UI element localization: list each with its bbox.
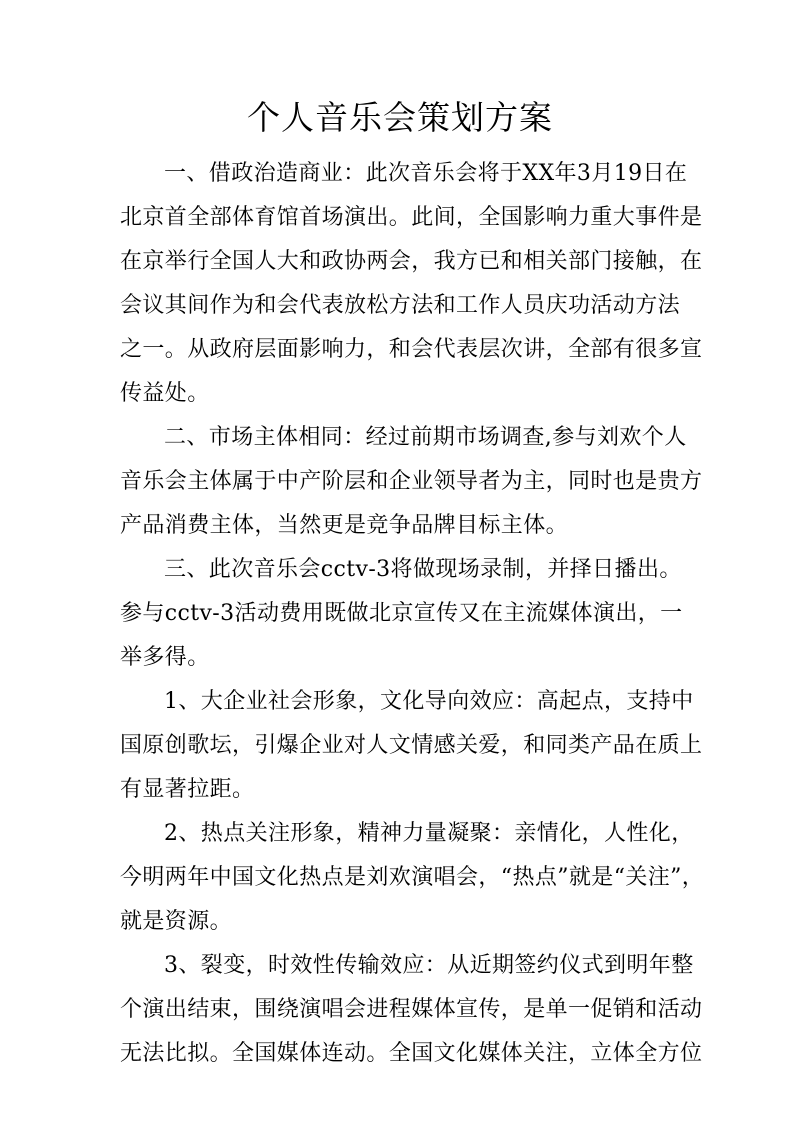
document-body: [120, 152, 705, 1076]
paragraph-line: 国原创歌坛，引爆企业对人文情感关爱，和同类产品在质上: [120, 733, 703, 758]
paragraph-line: 举多得。: [120, 645, 210, 670]
paragraph-line: 1、大企业社会形象，文化导向效应：高起点，支持中: [164, 689, 694, 714]
paragraph-line: 个演出结束，围绕演唱会进程媒体宣传，是单一促销和活动: [120, 997, 703, 1022]
paragraph-line: 在京举行全国人大和政协两会，我方已和相关部门接触，在: [120, 249, 703, 274]
paragraph-line: 一、借政治造商业：此次音乐会将于XX年3月19日在: [164, 161, 688, 186]
paragraph-line: 就是资源。: [120, 909, 233, 934]
paragraph-line: 2、热点关注形象，精神力量凝聚：亲情化，人性化，: [164, 821, 694, 846]
paragraph-line: 参与cctv-3活动费用既做北京宣传又在主流媒体演出，一: [120, 601, 683, 626]
paragraph-line: 3、裂变，时效性传输效应：从近期签约仪式到明年整: [164, 953, 694, 978]
paragraph-line: 三、此次音乐会cctv-3将做现场录制，并择日播出。: [164, 557, 682, 582]
paragraph-line: 有显著拉距。: [120, 777, 255, 802]
paragraph-line: 音乐会主体属于中产阶层和企业领导者为主，同时也是贵方: [120, 469, 703, 494]
paragraph-line: 传益处。: [120, 381, 210, 406]
paragraph-line: 二、市场主体相同：经过前期市场调查,参与刘欢个人: [164, 425, 687, 450]
paragraph-line: 产品消费主体，当然更是竞争品牌目标主体。: [120, 513, 569, 538]
paragraph-line: 北京首全部体育馆首场演出。此间，全国影响力重大事件是: [120, 205, 703, 230]
paragraph-line: 会议其间作为和会代表放松方法和工作人员庆功活动方法: [120, 293, 681, 318]
document-title: 个人音乐会策划方案: [247, 98, 553, 137]
paragraph-line: 之一。从政府层面影响力，和会代表层次讲，全部有很多宣: [120, 337, 703, 362]
paragraph-line: 今明两年中国文化热点是刘欢演唱会，“热点”就是“关注”，: [120, 865, 705, 890]
paragraph-line: 无法比拟。全国媒体连动。全国文化媒体关注，立体全方位: [120, 1041, 703, 1066]
